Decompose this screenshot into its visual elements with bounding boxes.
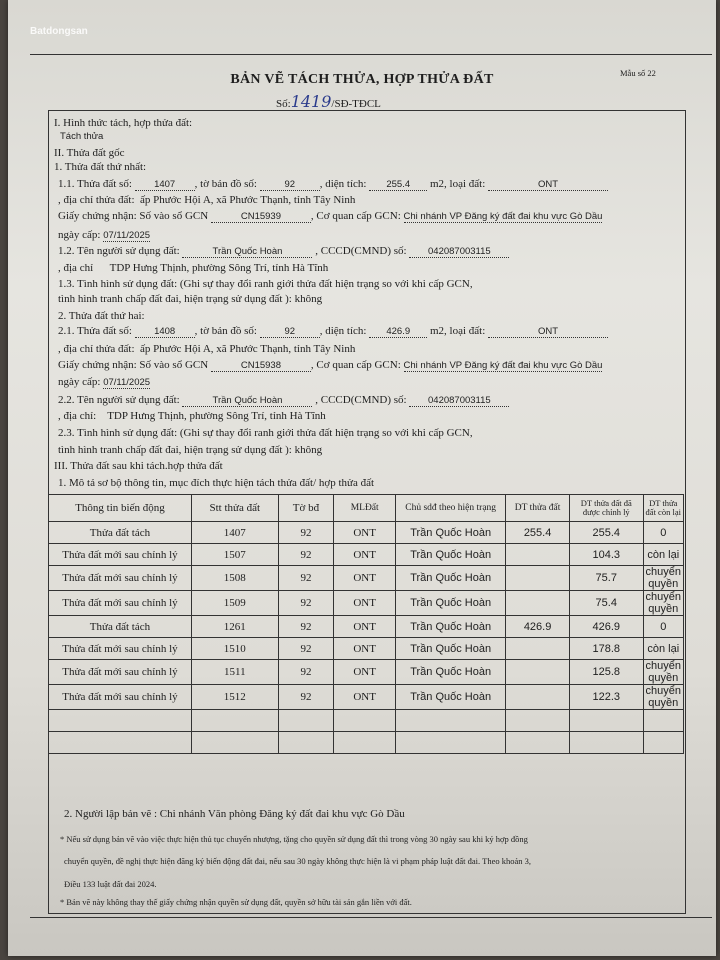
table-row xyxy=(49,544,684,566)
table-header-row xyxy=(49,495,684,522)
p2-type-label: m2, loại đất: xyxy=(429,325,486,337)
parcel2-heading: 2. Thửa đất thứ hai: xyxy=(58,310,145,322)
cell-owner: Trần Quốc Hoàn xyxy=(396,591,506,616)
p1-addr-label: , địa chỉ thửa đất: xyxy=(58,194,135,206)
col-header-land-type: MLĐất xyxy=(334,495,396,522)
cell-owner: Trần Quốc Hoàn xyxy=(396,685,506,710)
p1-uaddr-label: , địa chỉ xyxy=(58,262,94,274)
p1-map-label: , tờ bản đồ số: xyxy=(194,178,257,190)
cell-remaining: còn lại xyxy=(643,638,683,660)
cell-info: Thửa đất tách xyxy=(49,522,192,544)
document-page xyxy=(8,0,716,956)
cell-remaining: chuyển quyền xyxy=(643,685,683,710)
cell-parcel-no: 1509 xyxy=(191,591,278,616)
note-2: * Bản vẽ này không thay thế giấy chứng nhận quyền sử dụng đất, quyền sở hữu tài sản gắn liền với đất. xyxy=(60,897,412,907)
cell-info xyxy=(49,710,192,732)
cell-info: Thửa đất mới sau chỉnh lý xyxy=(49,638,192,660)
cell-land-type: ONT xyxy=(334,685,396,710)
cell-parcel-no: 1508 xyxy=(191,566,278,591)
p1-parcel-no: 1407 xyxy=(135,179,195,191)
cell-remaining xyxy=(643,710,683,732)
cell-map xyxy=(278,710,334,732)
p2-map-label: , tờ bản đồ số: xyxy=(194,325,257,337)
cell-area xyxy=(506,638,570,660)
cell-map: 92 xyxy=(278,566,334,591)
parcel1-date-line xyxy=(58,229,150,241)
cell-area xyxy=(506,544,570,566)
parcel1-address-line xyxy=(58,194,355,206)
p2-date: 07/11/2025 xyxy=(103,377,151,388)
parcel1-cert-line xyxy=(58,210,602,223)
p1-area: 255.4 xyxy=(369,179,427,191)
cell-area xyxy=(506,660,570,685)
cell-land-type: ONT xyxy=(334,591,396,616)
document-number xyxy=(276,92,381,111)
cell-parcel-no: 1507 xyxy=(191,544,278,566)
cell-owner: Trần Quốc Hoàn xyxy=(396,544,506,566)
note-1-line-1: * Nếu sử dụng bản vẽ vào việc thực hiện thủ tục chuyển nhượng, tặng cho quyền sử dụng đất thì trong vòng 30 ngày sau khi ký hợp đồng xyxy=(60,834,528,844)
cell-adjusted-area xyxy=(570,732,644,754)
cell-owner xyxy=(396,710,506,732)
parcel1-line-1 xyxy=(58,178,608,191)
cell-remaining: chuyển quyền xyxy=(643,591,683,616)
cell-parcel-no: 1261 xyxy=(191,616,278,638)
p2-parcel-no: 1408 xyxy=(135,326,195,338)
form-number: Mẫu số 22 xyxy=(620,68,656,78)
p1-agency: Chi nhánh VP Đăng ký đất đai khu vực Gò Dầu xyxy=(403,211,603,222)
parcel1-user-line xyxy=(58,245,509,258)
section3-label: III. Thửa đất sau khi tách.hợp thửa đất xyxy=(54,460,223,472)
cell-map xyxy=(278,732,334,754)
p2-map-no: 92 xyxy=(260,326,320,338)
cell-area: 426.9 xyxy=(506,616,570,638)
p2-cert-label: Giấy chứng nhận: Số vào sổ GCN xyxy=(58,359,209,371)
cell-map: 92 xyxy=(278,685,334,710)
cell-land-type xyxy=(334,732,396,754)
p2-agency: Chi nhánh VP Đăng ký đất đai khu vực Gò Dầu xyxy=(403,360,603,371)
cell-map: 92 xyxy=(278,660,334,685)
p1-id-no: 042087003115 xyxy=(409,246,509,258)
p1-user: Trần Quốc Hoàn xyxy=(182,246,312,258)
cell-owner: Trần Quốc Hoàn xyxy=(396,638,506,660)
table-row xyxy=(49,638,684,660)
cell-owner: Trần Quốc Hoàn xyxy=(396,616,506,638)
p2-addr-label: , địa chỉ thửa đất: xyxy=(58,343,135,355)
cell-owner: Trần Quốc Hoàn xyxy=(396,522,506,544)
cell-remaining: chuyển quyền xyxy=(643,660,683,685)
cell-owner: Trần Quốc Hoàn xyxy=(396,566,506,591)
doc-no-suffix: /SĐ-TĐCL xyxy=(331,98,381,110)
table-row xyxy=(49,660,684,685)
note-1-line-2: chuyển quyền, đề nghị thực hiện đăng ký biến động đất đai, nếu sau 30 ngày không thực hiện là vi phạm pháp luật đất đai. Theo khoản 3, xyxy=(64,856,532,866)
cell-land-type: ONT xyxy=(334,616,396,638)
col-header-info: Thông tin biến động xyxy=(49,495,192,522)
p1-area-label: , diện tích: xyxy=(319,178,367,190)
cell-remaining: 0 xyxy=(643,522,683,544)
p1-land-type: ONT xyxy=(488,179,608,191)
parcel2-line-1 xyxy=(58,325,608,338)
cell-adjusted-area: 75.7 xyxy=(570,566,644,591)
cell-area xyxy=(506,732,570,754)
cell-map: 92 xyxy=(278,544,334,566)
cell-area xyxy=(506,566,570,591)
cell-remaining: còn lại xyxy=(643,544,683,566)
cell-land-type: ONT xyxy=(334,660,396,685)
p1-type-label: m2, loại đất: xyxy=(429,178,486,190)
table-row xyxy=(49,685,684,710)
p1-parcel-label: 1.1. Thửa đất số: xyxy=(58,178,132,190)
parcel2-status-1: 2.3. Tình hình sử dụng đất: (Ghi sự thay đổi ranh giới thửa đất hiện trạng so với khi cấp GCN, xyxy=(58,427,473,439)
cell-adjusted-area xyxy=(570,710,644,732)
cell-parcel-no xyxy=(191,710,278,732)
cell-info xyxy=(49,732,192,754)
parcel1-status-2: tình hình tranh chấp đất đai, hiện trạng sử dụng đất ): không xyxy=(58,293,323,305)
cell-map: 92 xyxy=(278,591,334,616)
cell-land-type xyxy=(334,710,396,732)
cell-map: 92 xyxy=(278,638,334,660)
cell-area xyxy=(506,685,570,710)
col-header-remaining: DT thửa đất còn lại xyxy=(643,495,683,522)
cell-adjusted-area: 104.3 xyxy=(570,544,644,566)
section3-sub: 1. Mô tả sơ bộ thông tin, mục đích thực hiện tách thửa đất/ hợp thửa đất xyxy=(58,477,375,489)
cell-info: Thửa đất mới sau chỉnh lý xyxy=(49,566,192,591)
col-header-map: Tờ bđ xyxy=(278,495,334,522)
cell-info: Thửa đất mới sau chỉnh lý xyxy=(49,685,192,710)
cell-adjusted-area: 125.8 xyxy=(570,660,644,685)
cell-remaining xyxy=(643,732,683,754)
watermark-logo: Batdongsan xyxy=(30,26,88,37)
doc-no-prefix: Số: xyxy=(276,98,291,110)
p2-user: Trần Quốc Hoàn xyxy=(182,395,312,407)
p2-addr: ấp Phước Hội A, xã Phước Thạnh, tỉnh Tây Ninh xyxy=(140,343,356,355)
parcel2-address-line xyxy=(58,343,355,355)
p1-agency-label: , Cơ quan cấp GCN: xyxy=(310,210,401,222)
p1-addr: ấp Phước Hội A, xã Phước Thạnh, tỉnh Tây Ninh xyxy=(140,194,356,206)
table-row xyxy=(49,522,684,544)
p1-uaddr: TDP Hưng Thịnh, phường Sông Trí, tỉnh Hà Tĩnh xyxy=(109,262,329,274)
p2-parcel-label: 2.1. Thửa đất số: xyxy=(58,325,132,337)
cell-parcel-no: 1512 xyxy=(191,685,278,710)
cell-area xyxy=(506,710,570,732)
col-header-area: DT thửa đất xyxy=(506,495,570,522)
top-rule xyxy=(30,54,712,55)
cell-parcel-no xyxy=(191,732,278,754)
p2-date-label: ngày cấp: xyxy=(58,376,101,388)
parcel2-user-address xyxy=(58,410,326,422)
cell-area: 255.4 xyxy=(506,522,570,544)
cell-info: Thửa đất mới sau chỉnh lý xyxy=(49,591,192,616)
p2-agency-label: , Cơ quan cấp GCN: xyxy=(310,359,401,371)
table-row xyxy=(49,566,684,591)
parcel2-cert-line xyxy=(58,359,602,372)
cell-adjusted-area: 178.8 xyxy=(570,638,644,660)
table-row xyxy=(49,710,684,732)
p1-map-no: 92 xyxy=(260,179,320,191)
p2-id-label: , CCCD(CMND) số: xyxy=(315,394,407,406)
parcel2-status-2: tình hình tranh chấp đất đai, hiện trạng sử dụng đất ): không xyxy=(58,444,323,456)
cell-remaining: chuyển quyền xyxy=(643,566,683,591)
cell-land-type: ONT xyxy=(334,566,396,591)
p2-area-label: , diện tích: xyxy=(319,325,367,337)
section1-label: I. Hình thức tách, hợp thửa đất: xyxy=(54,117,193,129)
cell-map: 92 xyxy=(278,616,334,638)
p2-uaddr-label: , địa chỉ: xyxy=(58,410,97,422)
table-row xyxy=(49,732,684,754)
cell-parcel-no: 1511 xyxy=(191,660,278,685)
parcel-change-table xyxy=(48,494,684,754)
parcel2-date-line xyxy=(58,376,150,388)
p1-cert-no: CN15939 xyxy=(211,211,311,223)
parcel1-heading: 1. Thửa đất thứ nhất: xyxy=(54,161,147,173)
cell-owner: Trần Quốc Hoàn xyxy=(396,660,506,685)
parcel1-user-address xyxy=(58,262,328,274)
cell-adjusted-area: 122.3 xyxy=(570,685,644,710)
cell-parcel-no: 1510 xyxy=(191,638,278,660)
cell-land-type: ONT xyxy=(334,544,396,566)
cell-parcel-no: 1407 xyxy=(191,522,278,544)
cell-info: Thửa đất mới sau chỉnh lý xyxy=(49,660,192,685)
p2-cert-no: CN15938 xyxy=(211,360,311,372)
col-header-parcel-no: Stt thửa đất xyxy=(191,495,278,522)
p1-cert-label: Giấy chứng nhận: Số vào sổ GCN xyxy=(58,210,209,222)
document-title: BẢN VẼ TÁCH THỬA, HỢP THỬA ĐẤT xyxy=(230,72,494,87)
p2-id-no: 042087003115 xyxy=(409,395,509,407)
p1-id-label: , CCCD(CMND) số: xyxy=(315,245,407,257)
cell-remaining: 0 xyxy=(643,616,683,638)
p2-uaddr: TDP Hưng Thịnh, phường Sông Trí, tỉnh Hà Tĩnh xyxy=(107,410,326,422)
p1-date: 07/11/2025 xyxy=(103,230,151,241)
cell-owner xyxy=(396,732,506,754)
p1-user-label: 1.2. Tên người sử dụng đất: xyxy=(58,245,180,257)
bottom-rule xyxy=(30,917,712,918)
parcel2-user-line xyxy=(58,394,509,407)
cell-map: 92 xyxy=(278,522,334,544)
col-header-adjusted-area: DT thửa đất đã được chỉnh lý xyxy=(570,495,644,522)
cell-info: Thửa đất tách xyxy=(49,616,192,638)
table-row xyxy=(49,616,684,638)
note-1-line-3: Điều 133 luật đất đai 2024. xyxy=(64,879,157,889)
p1-date-label: ngày cấp: xyxy=(58,229,101,241)
cell-adjusted-area: 255.4 xyxy=(570,522,644,544)
drawing-maker: 2. Người lập bản vẽ : Chi nhánh Văn phòng Đăng ký đất đai khu vực Gò Dầu xyxy=(64,808,405,820)
parcel1-status-1: 1.3. Tình hình sử dụng đất: (Ghi sự thay đổi ranh giới thửa đất hiện trạng so với khi cấp GCN, xyxy=(58,278,473,290)
cell-adjusted-area: 75.4 xyxy=(570,591,644,616)
cell-info: Thửa đất mới sau chỉnh lý xyxy=(49,544,192,566)
cell-area xyxy=(506,591,570,616)
cell-land-type: ONT xyxy=(334,522,396,544)
table-row xyxy=(49,591,684,616)
section1-value: Tách thửa xyxy=(60,131,104,142)
doc-no-handwritten: 1419 xyxy=(290,92,332,111)
cell-adjusted-area: 426.9 xyxy=(570,616,644,638)
col-header-owner: Chủ sdđ theo hiện trạng xyxy=(396,495,506,522)
p2-area: 426.9 xyxy=(369,326,427,338)
section2-label: II. Thửa đất gốc xyxy=(54,147,125,159)
cell-land-type: ONT xyxy=(334,638,396,660)
p2-land-type: ONT xyxy=(488,326,608,338)
p2-user-label: 2.2. Tên người sử dụng đất: xyxy=(58,394,180,406)
